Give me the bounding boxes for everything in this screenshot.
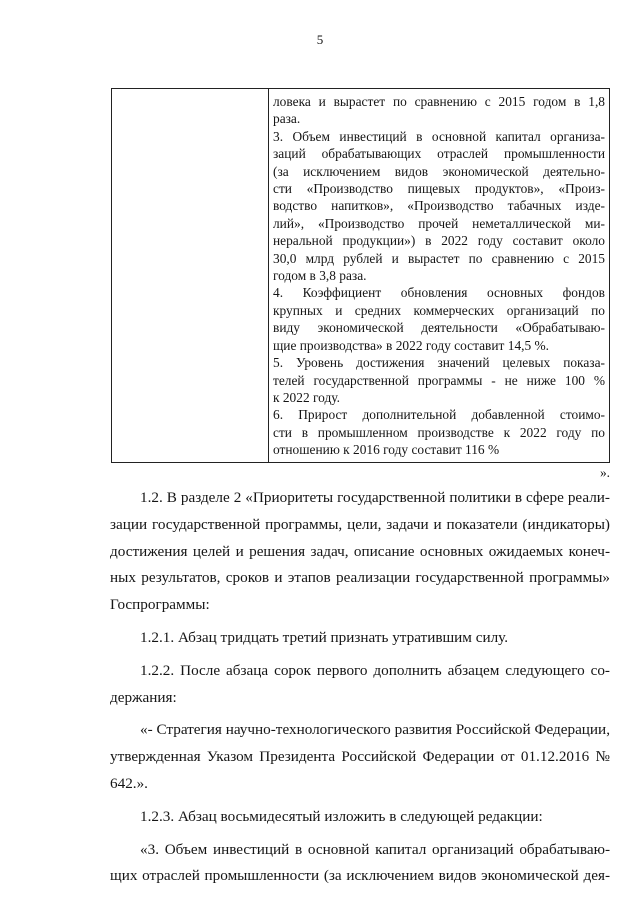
cell-line: лий», «Производство прочей неметаллической ми- xyxy=(273,215,605,231)
cell-line: щие производства» в 2022 году составит 14,5 %. xyxy=(273,337,550,353)
cell-line: 3. Объем инвестиций в основной капитал организа- xyxy=(273,128,605,144)
text-line: держания: xyxy=(110,688,177,706)
cell-line: ловека и вырастет по сравнению с 2015 годом в 1,8 xyxy=(273,94,605,109)
table-column-divider xyxy=(268,89,269,462)
cell-line: неральной продукции») в 2022 году составит около xyxy=(273,233,605,249)
page-number: 5 xyxy=(316,32,324,47)
cell-line: 30,0 млрд рублей и вырастет по сравнению с 2015 xyxy=(273,250,605,266)
text-line: «3. Объем инвестиций в основной капитал организаций обрабатываю- xyxy=(140,840,610,858)
table-closing-mark: ». xyxy=(599,465,610,480)
text-line: ных результатов, сроков и этапов реализации государственной программы» xyxy=(110,569,610,587)
cell-line: крупных и средних коммерческих организаций по xyxy=(273,302,605,318)
text-line: 642.». xyxy=(110,774,148,792)
cell-line: годом в 3,8 раза. xyxy=(273,268,367,284)
new-wording-paragraph xyxy=(110,837,610,891)
cell-line: сти «Производство пищевых продуктов», «Произ- xyxy=(273,181,605,197)
cell-line: виду экономической деятельности «Обрабатываю- xyxy=(273,320,605,336)
text-line: утвержденная Указом Президента Российской Федерации от 01.12.2016 № xyxy=(110,748,610,766)
cell-line: 6. Прирост дополнительной добавленной стоимо- xyxy=(273,407,605,423)
text-line: достижения целей и решения задач, описание основных ожидаемых конеч- xyxy=(110,542,610,560)
cell-line: заций обрабатывающих отраслей промышленности xyxy=(273,146,605,162)
paragraph-1-2-2 xyxy=(110,658,610,712)
table-right-cell xyxy=(273,93,605,459)
cell-line: телей государственной программы - не ниже 100 % xyxy=(273,372,605,388)
text-line: щих отраслей промышленности (за исключением видов экономической дея- xyxy=(110,867,610,885)
cell-line: 4. Коэффициент обновления основных фондов xyxy=(273,285,605,301)
paragraph-1-2 xyxy=(110,485,610,619)
cell-line: (за исключением видов экономической деятельно- xyxy=(273,163,605,179)
cell-line: раза. xyxy=(273,111,301,127)
cell-line: водство напитков», «Производство табачных изде- xyxy=(273,198,605,214)
text-line: 1.2.2. После абзаца сорок первого дополнить абзацем следующего со- xyxy=(140,661,610,679)
text-line: 1.2. В разделе 2 «Приоритеты государственной политики в сфере реали- xyxy=(140,489,610,506)
text-line: «- Стратегия научно-технологического развития Российской Федерации, xyxy=(140,721,610,739)
indicators-table xyxy=(111,88,610,463)
cell-line: к 2022 году. xyxy=(273,389,340,405)
cell-line: 5. Уровень достижения значений целевых показа- xyxy=(273,355,605,371)
quoted-paragraph xyxy=(110,717,610,797)
cell-line: сти в промышленном производстве к 2022 году по xyxy=(273,424,605,440)
cell-line: отношению к 2016 году составит 116 % xyxy=(273,442,500,458)
text-line: зации государственной программы, цели, задачи и показатели (индикаторы) xyxy=(110,515,610,533)
paragraph-1-2-3: 1.2.3. Абзац восьмидесятый изложить в следующей редакции: xyxy=(140,807,543,825)
paragraph-1-2-1: 1.2.1. Абзац тридцать третий признать утратившим силу. xyxy=(140,628,509,646)
text-line: Госпрограммы: xyxy=(110,596,210,614)
document-body xyxy=(110,485,610,890)
